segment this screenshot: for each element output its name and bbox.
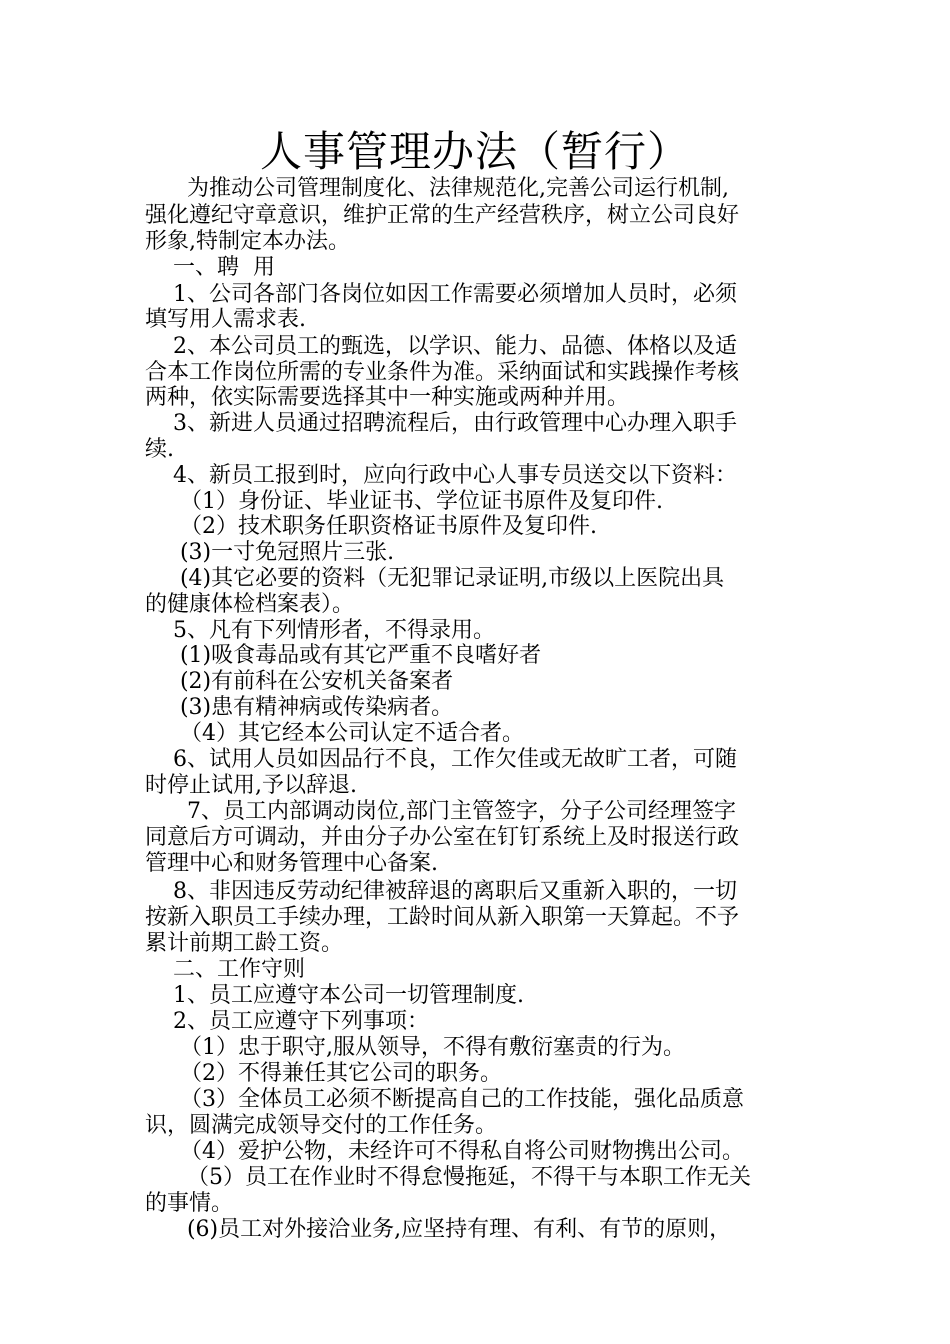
text-line: 的健康体检档案表）。 [145,592,355,617]
text-line: 强化遵纪守章意识，维护正常的生产经营秩序，树立公司良好 [145,203,740,228]
text-line: 管理中心和财务管理中心备案. [145,851,438,876]
text-line: （3）全体员工必须不断提高自己的工作技能，强化品质意 [145,1087,744,1112]
text-line: 续. [145,437,174,462]
text-line: （4）其它经本公司认定不适合者。 [145,721,524,746]
text-line: 填写用人需求表. [145,307,306,332]
document-title: 人事管理办法（暂行） [259,127,690,176]
text-line: 8、非因违反劳动纪律被辞退的离职后又重新入职的，一切 [145,879,737,904]
text-line: 累计前期工龄工资。 [145,931,344,956]
text-line: 二、工作守则 [145,957,305,982]
text-line: 时停止试用,予以辞退. [145,773,357,798]
text-line: 1、公司各部门各岗位如因工作需要必须增加人员时，必须 [145,282,737,307]
text-line: （5）员工在作业时不得怠慢拖延，不得干与本职工作无关 [145,1165,751,1190]
text-line: 按新入职员工手续办理，工龄时间从新入职第一天算起。不予 [145,905,740,930]
text-line: (3)患有精神病或传染病者。 [145,695,454,720]
text-line: 6、试用人员如因品行不良，工作欠佳或无故旷工者，可随 [145,747,737,772]
text-line: 同意后方可调动，并由分子办公室在钉钉系统上及时报送行政 [145,825,740,850]
text-line: 合本工作岗位所需的专业条件为准。采纳面试和实践操作考核 [145,360,740,385]
text-line: 的事情。 [145,1191,234,1216]
text-line: (2)有前科在公安机关备案者 [145,669,454,694]
text-line: 4、新员工报到时，应向行政中心人事专员送交以下资料： [145,463,737,488]
text-line: 两种，依实际需要选择其中一种实施或两种并用。 [145,385,630,410]
text-line: 2、本公司员工的甄选，以学识、能力、品德、体格以及适 [145,334,737,359]
text-line: 形象,特制定本办法。 [145,229,350,254]
text-line: 5、凡有下列情形者，不得录用。 [145,618,495,643]
text-line: (4)其它必要的资料（无犯罪记录证明,市级以上医院出具 [145,566,725,591]
text-line: 为推动公司管理制度化、法律规范化,完善公司运行机制, [145,176,729,201]
text-line: （1）身份证、毕业证书、学位证书原件及复印件. [145,489,663,514]
text-line: （4）爱护公物，未经许可不得私自将公司财物携出公司。 [145,1139,744,1164]
text-line: (1)吸食毒品或有其它严重不良嗜好者 [145,643,542,668]
text-line: （1）忠于职守,服从领导，不得有敷衍塞责的行为。 [145,1035,685,1060]
text-line: 一、聘 用 [145,255,275,280]
text-line: 7、员工内部调动岗位,部门主管签字，分子公司经理签字 [145,799,736,824]
text-line: (6)员工对外接洽业务,应坚持有理、有利、有节的原则， [145,1217,732,1242]
text-line: (3)一寸免冠照片三张. [145,540,395,565]
text-line: 3、新进人员通过招聘流程后，由行政管理中心办理入职手 [145,411,737,436]
text-line: 1、员工应遵守本公司一切管理制度. [145,983,524,1008]
text-line: 识，圆满完成领导交付的工作任务。 [145,1113,498,1138]
text-line: 2、员工应遵守下列事项： [145,1009,429,1034]
text-line: （2）技术职务任职资格证书原件及复印件. [145,514,597,539]
text-line: （2）不得兼任其它公司的职务。 [145,1061,502,1086]
